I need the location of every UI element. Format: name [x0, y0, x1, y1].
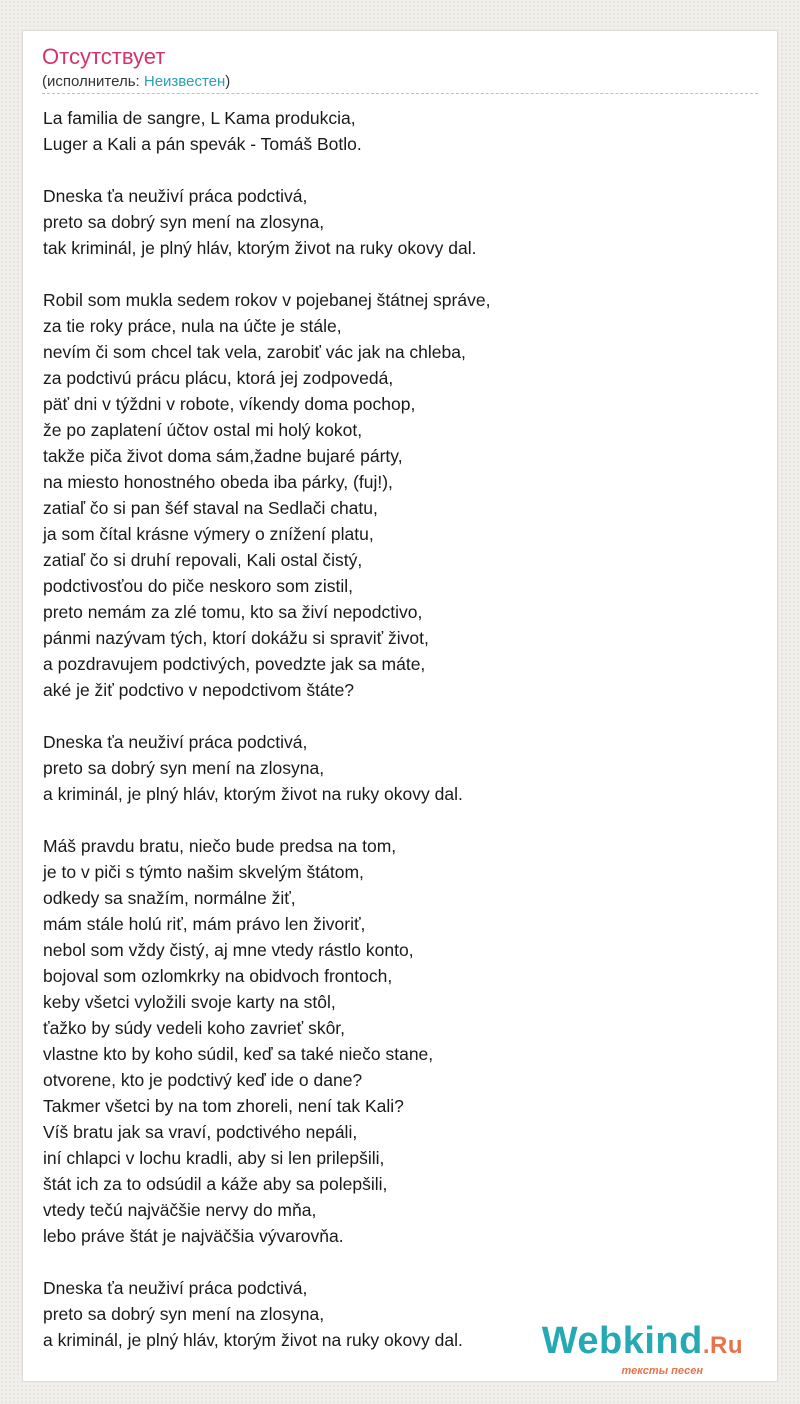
lyrics-line: iní chlapci v lochu kradli, aby si len prilepšili, — [43, 1148, 385, 1168]
lyrics-line: nebol som vždy čistý, aj mne vtedy rástlo konto, — [43, 940, 414, 960]
lyrics-line: je to v piči s týmto našim skvelým štátom, — [43, 862, 364, 882]
lyrics-line: keby všetci vyložili svoje karty na stôl, — [43, 992, 336, 1012]
lyrics-line: ťažko by súdy vedeli koho zavrieť skôr, — [43, 1018, 346, 1038]
lyrics-line: La familia de sangre, L Kama produkcia, — [43, 108, 356, 128]
lyrics-line: za tie roky práce, nula na účte je stále, — [43, 316, 342, 336]
lyrics-line: tak kriminál, je plný hláv, ktorým život na ruky okovy dal. — [43, 238, 477, 258]
lyrics-stanza — [43, 105, 759, 157]
lyrics-line: Dneska ťa neuživí práca podctivá, — [43, 732, 308, 752]
lyrics-line: preto sa dobrý syn mení na zlosyna, — [43, 758, 325, 778]
lyrics-stanza — [43, 833, 759, 1249]
lyrics-line: ja som čítal krásne výmery o znížení platu, — [43, 524, 374, 544]
lyrics-line: za podctivú prácu plácu, ktorá jej zodpovedá, — [43, 368, 394, 388]
lyrics-line: štát ich za to odsúdil a káže aby sa polepšili, — [43, 1174, 388, 1194]
artist-prefix: (исполнитель: — [42, 73, 144, 90]
lyrics-line: Robil som mukla sedem rokov v pojebanej štátnej správe, — [43, 290, 491, 310]
lyrics-card — [22, 30, 778, 1382]
lyrics-line: preto nemám za zlé tomu, kto sa živí nepodctivo, — [43, 602, 423, 622]
artist-line — [42, 73, 230, 91]
lyrics-line: Máš pravdu bratu, niečo bude predsa na tom, — [43, 836, 397, 856]
lyrics-line: bojoval som ozlomkrky na obidvoch frontoch, — [43, 966, 393, 986]
title-divider — [42, 93, 758, 94]
song-title: Отсутствует — [42, 44, 166, 69]
lyrics-line: vlastne kto by koho súdil, keď sa také niečo stane, — [43, 1044, 434, 1064]
lyrics-line: zatiaľ čo si pan šéf staval na Sedlači chatu, — [43, 498, 378, 518]
lyrics-line: vtedy tečú najväčšie nervy do mňa, — [43, 1200, 317, 1220]
logo-tagline: тексты песен — [621, 1365, 703, 1377]
lyrics-line: odkedy sa snažím, normálne žiť, — [43, 888, 296, 908]
lyrics-stanza — [43, 729, 759, 807]
lyrics-line: päť dni v týždni v robote, víkendy doma pochop, — [43, 394, 416, 414]
webkind-logo[interactable] — [542, 1322, 743, 1377]
lyrics-line: preto sa dobrý syn mení na zlosyna, — [43, 212, 325, 232]
lyrics-line: Luger a Kali a pán spevák - Tomáš Botlo. — [43, 134, 362, 154]
lyrics-line: podctivosťou do piče neskoro som zistil, — [43, 576, 354, 596]
artist-link[interactable]: Неизвестен — [143, 73, 226, 90]
lyrics-line: preto sa dobrý syn mení na zlosyna, — [43, 1304, 325, 1324]
lyrics-line: lebo práve štát je najväčšia vývarovňa. — [43, 1226, 344, 1246]
logo-wordmark — [542, 1322, 743, 1365]
artist-suffix: ) — [225, 73, 231, 90]
lyrics-stanza — [43, 287, 759, 703]
logo-main-text: Webkind — [541, 1320, 703, 1362]
lyrics-line: a pozdravujem podctivých, povedzte jak sa máte, — [43, 654, 426, 674]
lyrics-line: a kriminál, je plný hláv, ktorým život na ruky okovy dal. — [43, 784, 463, 804]
lyrics-line: pánmi nazývam tých, ktorí dokážu si spraviť život, — [43, 628, 429, 648]
lyrics-line: Víš bratu jak sa vraví, podctivého nepáli, — [43, 1122, 358, 1142]
lyrics-line: na miesto honostného obeda iba párky, (fuj!), — [43, 472, 393, 492]
lyrics-line: Dneska ťa neuživí práca podctivá, — [43, 1278, 308, 1298]
lyrics-line: a kriminál, je plný hláv, ktorým život na ruky okovy dal. — [43, 1330, 463, 1350]
lyrics-line: mám stále holú riť, mám právo len živoriť, — [43, 914, 366, 934]
lyrics-body — [43, 105, 759, 1379]
lyrics-line: nevím či som chcel tak vela, zarobiť vác jak na chleba, — [43, 342, 466, 362]
lyrics-line: takže piča život doma sám,žadne bujaré párty, — [43, 446, 403, 466]
lyrics-line: že po zaplatení účtov ostal mi holý kokot, — [43, 420, 363, 440]
logo-tld: .Ru — [702, 1332, 743, 1359]
lyrics-line: zatiaľ čo si druhí repovali, Kali ostal čistý, — [43, 550, 363, 570]
lyrics-line: aké je žiť podctivo v nepodctivom štáte? — [43, 680, 355, 700]
lyrics-stanza — [43, 183, 759, 261]
lyrics-line: otvorene, kto je podctivý keď ide o dane? — [43, 1070, 363, 1090]
lyrics-line: Takmer všetci by na tom zhoreli, není tak Kali? — [43, 1096, 404, 1116]
lyrics-line: Dneska ťa neuživí práca podctivá, — [43, 186, 308, 206]
